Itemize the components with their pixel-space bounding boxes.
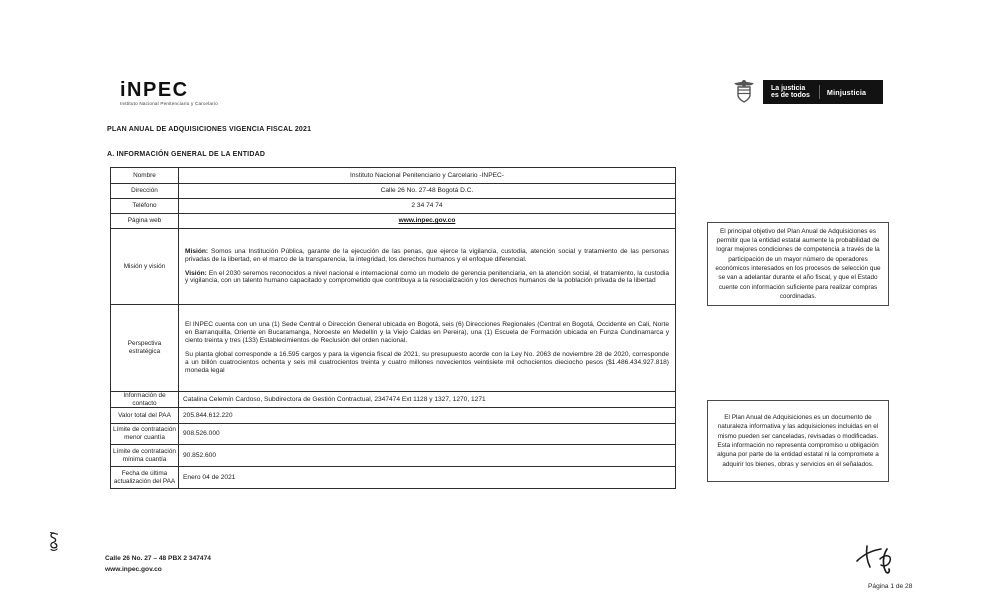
row-value: Enero 04 de 2021 [183,473,236,481]
entity-info-table [110,167,676,489]
section-a-heading: A. INFORMACIÓN GENERAL DE LA ENTIDAD [107,151,266,158]
inpec-logo [120,80,230,106]
badge-divider [819,85,820,99]
row-label: Límite de contratación mínima cuantía [111,445,179,466]
footer-address-block [105,554,211,575]
row-value [179,214,675,228]
gov-brand-badge [763,80,883,104]
row-value [179,229,675,304]
row-value: Calle 26 No. 27-48 Bogotá D.C. [380,187,474,195]
objective-note-text: El principal objetivo del Plan Anual de Adquisiciones es permitir que la entidad estatal aumente la probabilidad de lograr mejores condiciones de competencia a través de la participación de un mayor número de operadores económicos interesados en los procesos de selección que se van a adelantar durante el año fiscal, y que el Estado cuente con información suficiente para realizar compras coordinadas. [715,227,881,300]
handwritten-initials-icon [853,543,901,577]
table-row-direccion [111,183,675,198]
row-value: 2 34 74 74 [411,202,443,210]
row-value: 90.852.600 [183,451,217,459]
row-value: 205.844.612.220 [183,411,233,419]
row-value: 908.526.000 [183,430,220,438]
footer-website: www.inpec.gov.co [105,565,162,573]
inpec-logo-wordmark: iNPEC [120,79,189,101]
document-title: PLAN ANUAL DE ADQUISICIONES VIGENCIA FISCAL 2021 [107,126,312,133]
inpec-logo-tagline: Instituto Nacional Penitenciario y Carcelario [120,101,218,106]
badge-slogan-line2: es de todos [771,92,810,99]
table-row-limite-minima [111,444,675,466]
row-label: Dirección [111,184,179,198]
row-value: Catalina Celemín Cardoso, Subdirectora de Gestión Contractual, 2347474 Ext 1128 y 1327, 1270, 1271 [183,395,486,403]
row-label: Límite de contratación menor cuantía [111,424,179,444]
colombia-coat-of-arms-icon [732,78,756,104]
row-label: Teléfono [111,199,179,213]
website-link[interactable]: www.inpec.gov.co [398,217,456,225]
row-label: Fecha de última actualización del PAA [111,467,179,488]
table-row-mision-vision [111,228,675,304]
footer-address-line: Calle 26 No. 27 – 48 PBX 2 347474 [105,555,211,562]
row-label: Información de contacto [111,392,179,407]
table-row-contacto [111,391,675,407]
table-row-limite-menor [111,423,675,444]
page-indicator: Página 1 de 28 [868,583,913,590]
disclaimer-note-box [707,400,889,482]
table-row-pagina-web [111,213,675,228]
row-label: Misión y visión [111,229,179,304]
row-value: Instituto Nacional Penitenciario y Carcelario -INPEC- [350,171,504,179]
signature-scribble-icon [46,530,62,552]
perspectiva-paragraph-2: Su planta global corresponde a 16.595 cargos y para la vigencia fiscal de 2021, su presupuesto acorde con la Ley No. 2063 de noviembre 28 de 2020, corresponde a un billón cuatrocientos ochenta y seis mil cuatrocientos treinta y cuatro millones novecientos veintisiete mil ochocientos dieciocho pesos ($1.486.434.927.818) moneda legal [185,351,669,374]
row-label: Perspectiva estratégica [111,305,179,391]
badge-slogan-line1: La justicia [771,84,806,92]
row-value [179,305,675,391]
table-row-fecha-actualizacion [111,466,675,488]
vision-paragraph: Visión: En el 2030 seremos reconocidos a nivel nacional e internacional como un modelo de gerencia penitenciaria, en la atención social, el tratamiento, la custodia y vigilancia, con un talento humano capacitado y comprometido que contribuya a la resocialización y los derechos humanos de la población privada de la libertad [185,269,669,285]
table-row-perspectiva [111,304,675,391]
row-label: Valor total del PAA [111,408,179,423]
mision-paragraph: Misión: Somos una Institución Pública, garante de la ejecución de las penas, que ejerce la vigilancia, custodia, atención social y tratamiento de las personas privadas de la libertad, en el marco de la transparencia, la integridad, los derechos humanos y el enfoque diferencial. [185,247,669,263]
disclaimer-note-text: El Plan Anual de Adquisiciones es un documento de naturaleza informativa y las adquisiciones incluidas en el mismo pueden ser canceladas, revisadas o modificadas. Esta información no representa compromiso u obligación alguna por parte de la entidad estatal ni la compromete a adquirir los bienes, obras y servicios en él señalados. [717,414,879,468]
badge-slogan [763,85,810,100]
row-label: Página web [111,214,179,228]
table-row-telefono [111,198,675,213]
table-row-nombre [111,168,675,183]
table-row-valor-total [111,407,675,423]
objective-note-box [707,222,889,306]
badge-ministry-label: Minjusticia [826,87,867,97]
row-label: Nombre [111,168,179,183]
perspectiva-paragraph-1: El INPEC cuenta con un una (1) Sede Central o Dirección General ubicada en Bogotá, seis (6) Direcciones Regionales (Central en Bogotá, Occidente en Cali, Norte en Barranquilla, Oriente en Bucaramanga, Noroeste en Medellín y la Viejo Caldas en Pereira), una (1) Escuela de Formación ubicada en Funza Cundinamarca y ciento treinta y tres (133) Establecimientos de Reclusión del orden nacional. [185,321,669,345]
